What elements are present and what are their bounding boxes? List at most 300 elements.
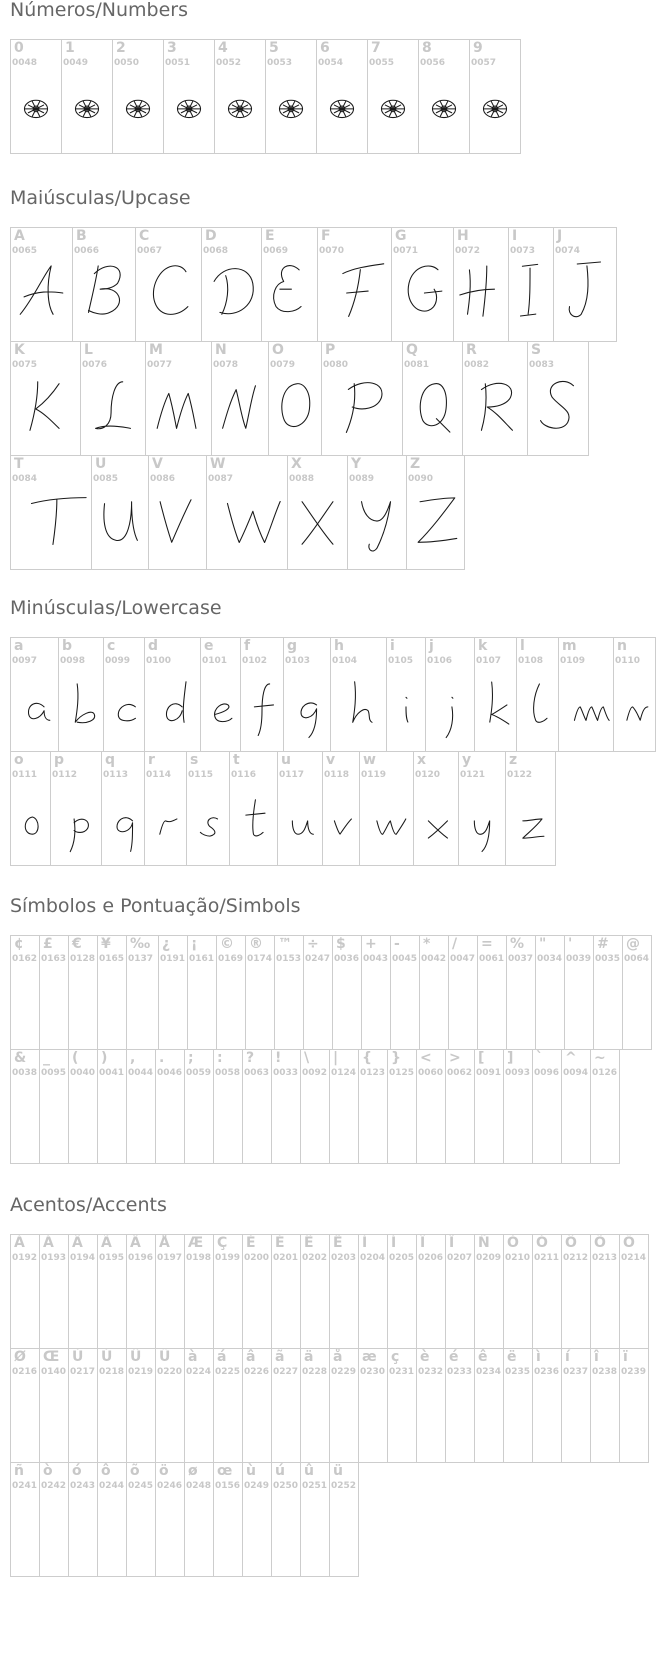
- glyph-cell: [155, 1348, 185, 1463]
- glyph-cell: [283, 637, 331, 752]
- glyph-code-label: 0038: [12, 1068, 38, 1078]
- glyph-cell: [213, 1348, 243, 1463]
- glyph-char-label: z: [509, 752, 518, 768]
- glyph-sample: [554, 253, 616, 335]
- glyph-cell: [187, 935, 217, 1050]
- glyph-row: [10, 455, 617, 570]
- glyph-char-label: p: [54, 752, 65, 768]
- glyph-code-label: 0063: [244, 1068, 270, 1078]
- glyph-cell: [265, 39, 317, 154]
- glyph-char-label: ù: [246, 1463, 256, 1479]
- glyph-char-label: 6: [320, 40, 330, 56]
- glyph-sample: [387, 663, 425, 745]
- glyph-cell: [329, 1049, 359, 1164]
- glyph-code-label: 0203: [331, 1253, 357, 1263]
- glyph-sample: [187, 777, 229, 859]
- glyph-cell: [593, 935, 623, 1050]
- glyph-cell: [564, 935, 594, 1050]
- glyph-char-label: ì: [536, 1349, 541, 1365]
- glyph-row: [10, 39, 521, 154]
- glyph-cell: [332, 935, 362, 1050]
- glyph-cell: [271, 1049, 301, 1164]
- glyph-code-label: 0096: [534, 1068, 560, 1078]
- glyph-cell: [358, 1049, 388, 1164]
- glyph-code-label: 0114: [146, 770, 172, 780]
- section-title: Minúsculas/Lowercase: [10, 597, 222, 619]
- glyph-char-label: Î: [420, 1235, 426, 1251]
- glyph-char-label: q: [105, 752, 116, 768]
- glyph-cell: [445, 1234, 475, 1349]
- glyph-char-label: k: [478, 638, 488, 654]
- glyph-cell: [418, 39, 470, 154]
- glyph-code-label: 0236: [534, 1367, 560, 1377]
- glyph-sample: [136, 253, 201, 335]
- glyph-code-label: 0228: [302, 1367, 328, 1377]
- glyph-cell: [474, 1049, 504, 1164]
- glyph-cell: [39, 1049, 69, 1164]
- glyph-char-label: Ä: [130, 1235, 141, 1251]
- glyph-cell: [39, 1234, 69, 1349]
- glyph-cell: [271, 1234, 301, 1349]
- glyph-cell: [300, 1049, 330, 1164]
- glyph-cell: [10, 227, 73, 342]
- glyph-sample: [506, 777, 555, 859]
- glyph-code-label: 0109: [560, 656, 586, 666]
- glyph-char-label: Ó: [536, 1235, 548, 1251]
- glyph-sample: [528, 367, 588, 449]
- glyph-char-label: ': [568, 936, 573, 952]
- glyph-cell: [271, 1348, 301, 1463]
- glyph-sample: [317, 65, 367, 147]
- glyph-code-label: 0219: [128, 1367, 154, 1377]
- glyph-char-label: ê: [478, 1349, 488, 1365]
- glyph-row: [10, 751, 656, 866]
- glyph-code-label: 0035: [595, 954, 621, 964]
- glyph-cell: [458, 751, 506, 866]
- glyph-sample: [403, 367, 462, 449]
- glyph-sample: [102, 777, 144, 859]
- glyph-char-label: <: [420, 1050, 432, 1066]
- glyph-code-label: 0048: [12, 58, 38, 68]
- glyph-sample: [426, 663, 474, 745]
- glyph-cell: [445, 1049, 475, 1164]
- glyph-char-label: .: [159, 1050, 165, 1066]
- glyph-char-label: ¥: [101, 936, 111, 952]
- glyph-cell: [416, 1049, 446, 1164]
- glyph-cell: [503, 1049, 533, 1164]
- glyph-code-label: 0095: [41, 1068, 67, 1078]
- glyph-cell: [386, 637, 426, 752]
- glyph-char-label: Ò: [507, 1235, 519, 1251]
- glyph-char-label: v: [326, 752, 336, 768]
- glyph-cell: [535, 935, 565, 1050]
- glyph-cell: [508, 227, 554, 342]
- glyph-cell: [406, 455, 465, 570]
- glyph-char-label: Ñ: [478, 1235, 490, 1251]
- glyph-char-label: ï: [623, 1349, 628, 1365]
- glyph-char-label: r: [148, 752, 155, 768]
- glyph-sample: [322, 367, 402, 449]
- glyph-code-label: 0210: [505, 1253, 531, 1263]
- glyph-code-label: 0087: [208, 474, 234, 484]
- glyph-code-label: 0153: [276, 954, 302, 964]
- glyph-code-label: 0251: [302, 1481, 328, 1491]
- glyph-code-label: 0238: [592, 1367, 618, 1377]
- glyph-cell: [68, 1234, 98, 1349]
- glyph-char-label: w: [363, 752, 376, 768]
- glyph-char-label: ã: [275, 1349, 285, 1365]
- glyph-char-label: 2: [116, 40, 126, 56]
- glyph-cell: [300, 1234, 330, 1349]
- glyph-sample: [331, 663, 386, 745]
- glyph-sample: [284, 663, 330, 745]
- glyph-char-label: U: [95, 456, 107, 472]
- glyph-cell: [553, 227, 617, 342]
- glyph-cell: [477, 935, 507, 1050]
- glyph-char-label: 8: [422, 40, 432, 56]
- glyph-sample: [113, 65, 163, 147]
- glyph-cell: [240, 637, 284, 752]
- glyph-cell: [10, 1348, 40, 1463]
- glyph-row: [10, 637, 656, 752]
- glyph-char-label: ó: [72, 1463, 82, 1479]
- glyph-char-label: õ: [130, 1463, 140, 1479]
- glyph-char-label: J: [557, 228, 563, 244]
- glyph-code-label: 0174: [247, 954, 273, 964]
- glyph-cell: [532, 1049, 562, 1164]
- glyph-char-label: #: [597, 936, 609, 952]
- glyph-char-label: í: [565, 1349, 570, 1365]
- glyph-cell: [261, 227, 318, 342]
- glyph-cell: [50, 751, 102, 866]
- glyph-code-label: 0207: [447, 1253, 473, 1263]
- glyph-char-label: \: [304, 1050, 310, 1066]
- glyph-char-label: c: [107, 638, 116, 654]
- glyph-sample: [278, 777, 322, 859]
- glyph-code-label: 0069: [263, 246, 289, 256]
- glyph-row: [10, 227, 617, 342]
- glyph-char-label: è: [420, 1349, 430, 1365]
- glyph-sample: [348, 481, 406, 563]
- glyph-code-label: 0051: [165, 58, 191, 68]
- glyph-cell: [561, 1348, 591, 1463]
- glyph-row: [10, 341, 617, 456]
- glyph-cell: [97, 1049, 127, 1164]
- glyph-row: [10, 1348, 649, 1463]
- glyph-grid: [10, 1234, 649, 1577]
- glyph-code-label: 0193: [41, 1253, 67, 1263]
- glyph-code-label: 0161: [189, 954, 215, 964]
- glyph-code-label: 0230: [360, 1367, 386, 1377]
- glyph-cell: [10, 341, 81, 456]
- glyph-char-label: D: [205, 228, 217, 244]
- section-title: Acentos/Accents: [10, 1194, 167, 1216]
- glyph-char-label: ¡: [191, 936, 198, 952]
- glyph-char-label: j: [429, 638, 434, 654]
- glyph-char-label: /: [452, 936, 458, 952]
- glyph-cell: [206, 455, 288, 570]
- glyph-code-label: 0125: [389, 1068, 415, 1078]
- glyph-code-label: 0088: [289, 474, 315, 484]
- glyph-char-label: ø: [188, 1463, 198, 1479]
- glyph-sample: [454, 253, 508, 335]
- glyph-cell: [391, 227, 454, 342]
- glyph-code-label: 0245: [128, 1481, 154, 1491]
- glyph-cell: [10, 637, 59, 752]
- glyph-cell: [358, 1348, 388, 1463]
- glyph-char-label: o: [14, 752, 24, 768]
- glyph-cell: [622, 935, 652, 1050]
- glyph-code-label: 0195: [99, 1253, 125, 1263]
- glyph-cell: [10, 1462, 40, 1577]
- glyph-char-label: Å: [159, 1235, 170, 1251]
- glyph-cell: [361, 935, 391, 1050]
- glyph-cell: [419, 935, 449, 1050]
- glyph-cell: [416, 1234, 446, 1349]
- glyph-char-label: ¢: [14, 936, 24, 952]
- glyph-code-label: 0252: [331, 1481, 357, 1491]
- glyph-row: [10, 1234, 649, 1349]
- glyph-char-label: G: [395, 228, 407, 244]
- section-symbols: [10, 896, 652, 1164]
- glyph-sample: [509, 253, 553, 335]
- glyph-code-label: 0103: [285, 656, 311, 666]
- glyph-char-label: 5: [269, 40, 279, 56]
- glyph-code-label: 0050: [114, 58, 140, 68]
- glyph-char-label: [: [478, 1050, 485, 1066]
- glyph-char-label: !: [275, 1050, 282, 1066]
- glyph-char-label: H: [457, 228, 469, 244]
- glyph-code-label: 0220: [157, 1367, 183, 1377]
- glyph-cell: [10, 39, 62, 154]
- glyph-char-label: Ê: [304, 1235, 314, 1251]
- glyph-code-label: 0104: [332, 656, 358, 666]
- glyph-sample: [215, 65, 265, 147]
- glyph-cell: [316, 39, 368, 154]
- glyph-char-label: Œ: [43, 1349, 60, 1365]
- glyph-code-label: 0226: [244, 1367, 270, 1377]
- glyph-char-label: I: [512, 228, 518, 244]
- glyph-cell: [503, 1348, 533, 1463]
- glyph-code-label: 0156: [215, 1481, 241, 1491]
- glyph-char-label: ‰: [130, 936, 151, 952]
- glyph-char-label: ]: [507, 1050, 514, 1066]
- glyph-code-label: 0113: [103, 770, 129, 780]
- glyph-cell: [474, 1348, 504, 1463]
- glyph-char-label: Q: [406, 342, 418, 358]
- glyph-sample: [149, 481, 206, 563]
- glyph-cell: [532, 1348, 562, 1463]
- glyph-char-label: ©: [220, 936, 234, 952]
- glyph-code-label: 0244: [99, 1481, 125, 1491]
- glyph-cell: [330, 637, 387, 752]
- glyph-code-label: 0076: [82, 360, 108, 370]
- glyph-char-label: +: [365, 936, 377, 952]
- glyph-char-label: Ì: [362, 1235, 368, 1251]
- glyph-cell: [448, 935, 478, 1050]
- glyph-code-label: 0112: [52, 770, 78, 780]
- glyph-char-label: Ø: [14, 1349, 26, 1365]
- glyph-char-label: ô: [101, 1463, 111, 1479]
- glyph-char-label: `: [536, 1050, 543, 1066]
- glyph-code-label: 0058: [215, 1068, 241, 1078]
- glyph-sample: [146, 367, 211, 449]
- glyph-sample: [201, 663, 240, 745]
- glyph-cell: [329, 1462, 359, 1577]
- glyph-char-label: W: [210, 456, 226, 472]
- section-title: Números/Numbers: [10, 0, 188, 21]
- glyph-code-label: 0080: [323, 360, 349, 370]
- glyph-char-label: O: [272, 342, 284, 358]
- glyph-cell: [527, 341, 589, 456]
- glyph-char-label: ~: [594, 1050, 606, 1066]
- glyph-cell: [155, 1234, 185, 1349]
- glyph-cell: [91, 455, 149, 570]
- glyph-code-label: 0249: [244, 1481, 270, 1491]
- glyph-sample: [459, 777, 505, 859]
- glyph-cell: [145, 341, 212, 456]
- glyph-code-label: 0052: [216, 58, 242, 68]
- glyph-char-label: À: [14, 1235, 25, 1251]
- glyph-cell: [201, 227, 262, 342]
- glyph-code-label: 0060: [418, 1068, 444, 1078]
- glyph-char-label: 7: [371, 40, 381, 56]
- glyph-char-label: _: [43, 1050, 50, 1066]
- glyph-sample: [73, 253, 135, 335]
- glyph-sample: [11, 663, 58, 745]
- glyph-sample: [145, 663, 200, 745]
- glyph-char-label: a: [14, 638, 24, 654]
- glyph-sample: [419, 65, 469, 147]
- glyph-sample: [266, 65, 316, 147]
- glyph-char-label: ?: [246, 1050, 255, 1066]
- glyph-char-label: $: [336, 936, 346, 952]
- glyph-cell: [506, 935, 536, 1050]
- glyph-code-label: 0116: [231, 770, 257, 780]
- glyph-cell: [126, 1462, 156, 1577]
- glyph-cell: [58, 637, 104, 752]
- glyph-code-label: 0053: [267, 58, 293, 68]
- glyph-code-label: 0247: [305, 954, 331, 964]
- glyph-sample: [559, 663, 613, 745]
- glyph-code-label: 0242: [41, 1481, 67, 1491]
- glyph-cell: [101, 751, 145, 866]
- glyph-code-label: 0098: [60, 656, 86, 666]
- glyph-code-label: 0082: [464, 360, 490, 370]
- glyph-char-label: u: [281, 752, 291, 768]
- glyph-char-label: t: [233, 752, 240, 768]
- glyph-cell: [68, 1348, 98, 1463]
- glyph-code-label: 0039: [566, 954, 592, 964]
- glyph-sample: [241, 663, 283, 745]
- glyph-char-label: f: [244, 638, 251, 654]
- glyph-char-label: ,: [130, 1050, 136, 1066]
- glyph-code-label: 0229: [331, 1367, 357, 1377]
- glyph-sample: [104, 663, 144, 745]
- glyph-sample: [470, 65, 520, 147]
- glyph-code-label: 0084: [12, 474, 38, 484]
- glyph-code-label: 0107: [476, 656, 502, 666]
- glyph-code-label: 0067: [137, 246, 163, 256]
- glyph-code-label: 0044: [128, 1068, 154, 1078]
- glyph-code-label: 0117: [279, 770, 305, 780]
- glyph-code-label: 0200: [244, 1253, 270, 1263]
- glyph-cell: [329, 1348, 359, 1463]
- glyph-char-label: s: [190, 752, 199, 768]
- glyph-sample: [517, 663, 558, 745]
- glyph-sample: [318, 253, 391, 335]
- glyph-grid: [10, 637, 656, 866]
- glyph-cell: [97, 1234, 127, 1349]
- glyph-sample: [414, 777, 458, 859]
- glyph-code-label: 0108: [518, 656, 544, 666]
- glyph-sample: [407, 481, 464, 563]
- glyph-char-label: Æ: [188, 1235, 204, 1251]
- glyph-code-label: 0059: [186, 1068, 212, 1078]
- glyph-code-label: 0071: [393, 246, 419, 256]
- glyph-cell: [590, 1234, 620, 1349]
- glyph-char-label: B: [76, 228, 87, 244]
- glyph-cell: [287, 455, 348, 570]
- glyph-cell: [10, 751, 51, 866]
- glyph-cell: [10, 1234, 40, 1349]
- glyph-char-label: ú: [275, 1463, 285, 1479]
- glyph-char-label: l: [520, 638, 525, 654]
- glyph-char-label: Ü: [159, 1349, 171, 1365]
- glyph-code-label: 0093: [505, 1068, 531, 1078]
- glyph-cell: [558, 637, 614, 752]
- glyph-char-label: -: [394, 936, 400, 952]
- glyph-char-label: Ë: [333, 1235, 343, 1251]
- glyph-code-label: 0105: [388, 656, 414, 666]
- glyph-cell: [229, 751, 278, 866]
- glyph-sample: [475, 663, 516, 745]
- glyph-sample: [62, 65, 112, 147]
- glyph-code-label: 0231: [389, 1367, 415, 1377]
- glyph-char-label: ü: [333, 1463, 343, 1479]
- glyph-code-label: 0206: [418, 1253, 444, 1263]
- glyph-cell: [590, 1348, 620, 1463]
- glyph-char-label: ä: [304, 1349, 314, 1365]
- glyph-code-label: 0101: [202, 656, 228, 666]
- glyph-cell: [184, 1348, 214, 1463]
- glyph-cell: [561, 1049, 591, 1164]
- glyph-char-label: á: [217, 1349, 227, 1365]
- glyph-code-label: 0091: [476, 1068, 502, 1078]
- glyph-char-label: (: [72, 1050, 79, 1066]
- glyph-cell: [474, 637, 517, 752]
- glyph-code-label: 0202: [302, 1253, 328, 1263]
- glyph-sample: [360, 777, 413, 859]
- glyph-cell: [61, 39, 113, 154]
- glyph-cell: [469, 39, 521, 154]
- glyph-cell: [112, 39, 164, 154]
- glyph-cell: [303, 935, 333, 1050]
- glyph-code-label: 0083: [529, 360, 555, 370]
- glyph-code-label: 0128: [70, 954, 96, 964]
- glyph-sample: [51, 777, 101, 859]
- glyph-sample: [202, 253, 261, 335]
- glyph-cell: [186, 751, 230, 866]
- glyph-cell: [387, 1348, 417, 1463]
- glyph-code-label: 0123: [360, 1068, 386, 1078]
- glyph-code-label: 0110: [615, 656, 641, 666]
- glyph-char-label: Ö: [623, 1235, 635, 1251]
- glyph-code-label: 0225: [215, 1367, 241, 1377]
- glyph-char-label: 4: [218, 40, 228, 56]
- glyph-char-label: =: [481, 936, 493, 952]
- glyph-cell: [274, 935, 304, 1050]
